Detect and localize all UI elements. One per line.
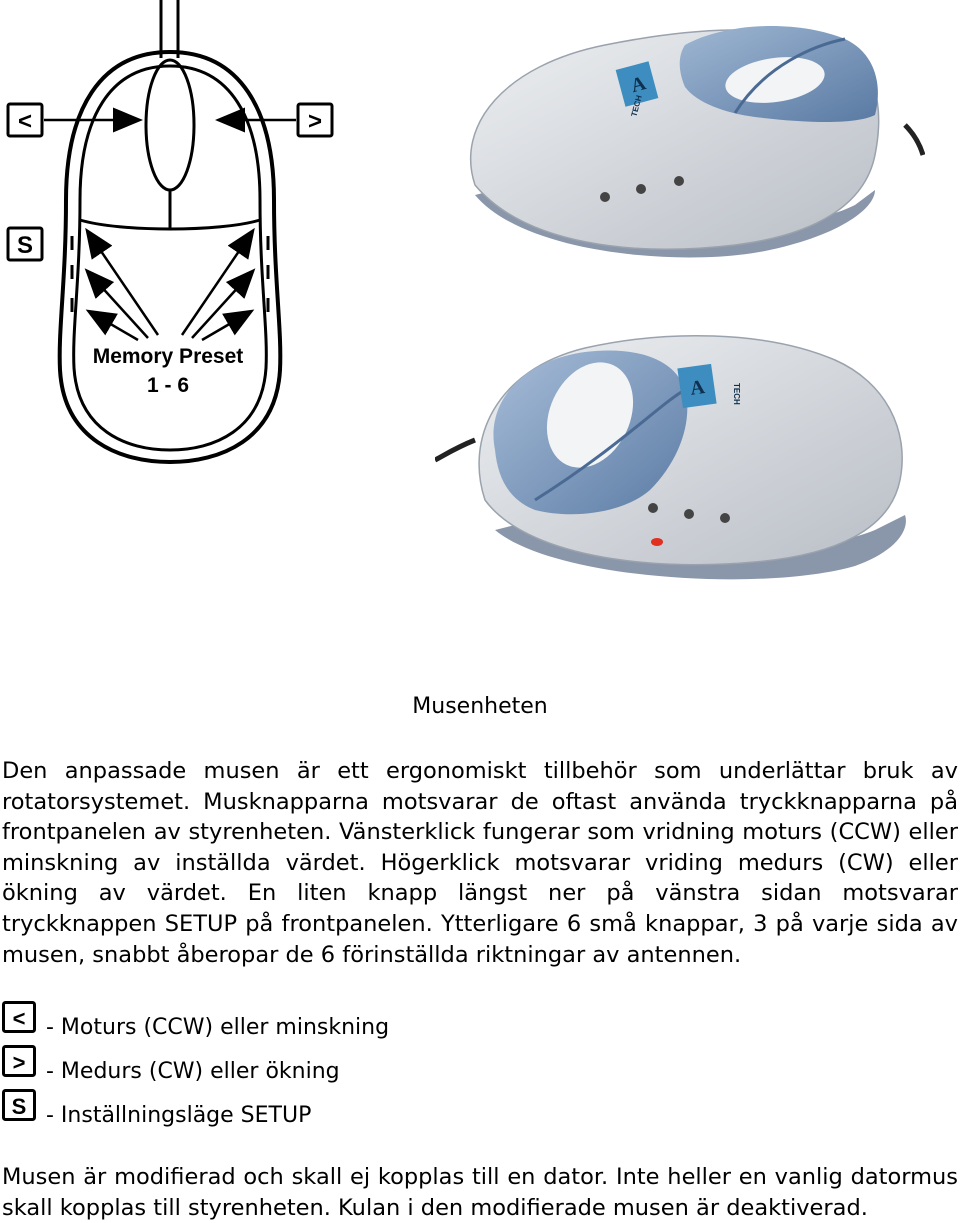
svg-text:<: < <box>17 108 33 135</box>
footer-paragraph: Musen är modifierad och skall ej kopplas till en dator. Inte heller en vanlig datormus skall kopplas till styrenheten. Kulan i den modifierade musen är deaktiverad. <box>2 1164 958 1221</box>
svg-text:S: S <box>16 232 34 259</box>
svg-text:>: > <box>307 108 323 135</box>
mouse-button-diagram <box>0 0 400 470</box>
side-buttons-marks <box>72 236 268 312</box>
memory-preset-range: 1 - 6 <box>146 374 190 397</box>
legend-text: - Medurs (CW) eller ökning <box>46 1059 340 1084</box>
svg-text:>: > <box>12 1050 26 1075</box>
svg-text:A: A <box>688 376 707 400</box>
scroll-wheel-outline <box>146 60 194 190</box>
legend-text: - Inställningsläge SETUP <box>46 1103 312 1128</box>
left-key-box <box>8 104 42 136</box>
svg-text:A: A <box>628 72 649 98</box>
mouse-photo-top <box>435 5 925 282</box>
svg-text:TECH: TECH <box>732 383 741 405</box>
setup-key-icon <box>2 1089 36 1121</box>
left-key-icon <box>2 1001 36 1033</box>
right-key-icon <box>2 1045 36 1077</box>
svg-text:TECH: TECH <box>629 94 644 118</box>
svg-text:<: < <box>12 1006 26 1031</box>
mouse-cable <box>161 0 178 58</box>
legend-row-cw <box>2 1045 702 1089</box>
svg-text:S: S <box>11 1094 27 1119</box>
legend-text: - Moturs (CCW) eller minskning <box>46 1015 390 1040</box>
body-paragraph: Den anpassade musen är ett ergonomiskt tillbehör som underlättar bruk av rotatorsystemet. Musknapparna motsvarar de oftast använda tryckknapparna på frontpanelen av styrenheten. Vänsterklick fungerar som vridning moturs (CCW) eller minskning av inställda värdet. Högerklick motsvarar vriding medurs (CW) eller ökning av värdet. En liten knapp längst ner på vänstra sidan motsvarar tryckknappen SETUP på frontpanelen. Ytterligare 6 små knappar, 3 på varje sida av musen, snabbt åberopar de 6 förinställda riktningar av antennen. <box>2 758 958 968</box>
memory-preset-label: Memory Preset <box>92 345 244 368</box>
key-legend <box>2 1001 702 1133</box>
mouse-outline <box>60 52 281 462</box>
memory-preset-arrows <box>88 232 252 340</box>
legend-row-ccw <box>2 1001 702 1045</box>
mouse-photo-bottom <box>435 330 930 592</box>
section-title: Musenheten <box>412 694 548 719</box>
right-key-box <box>298 104 332 136</box>
led-indicator <box>651 538 663 546</box>
setup-key-box <box>8 228 42 260</box>
legend-row-setup <box>2 1089 702 1133</box>
